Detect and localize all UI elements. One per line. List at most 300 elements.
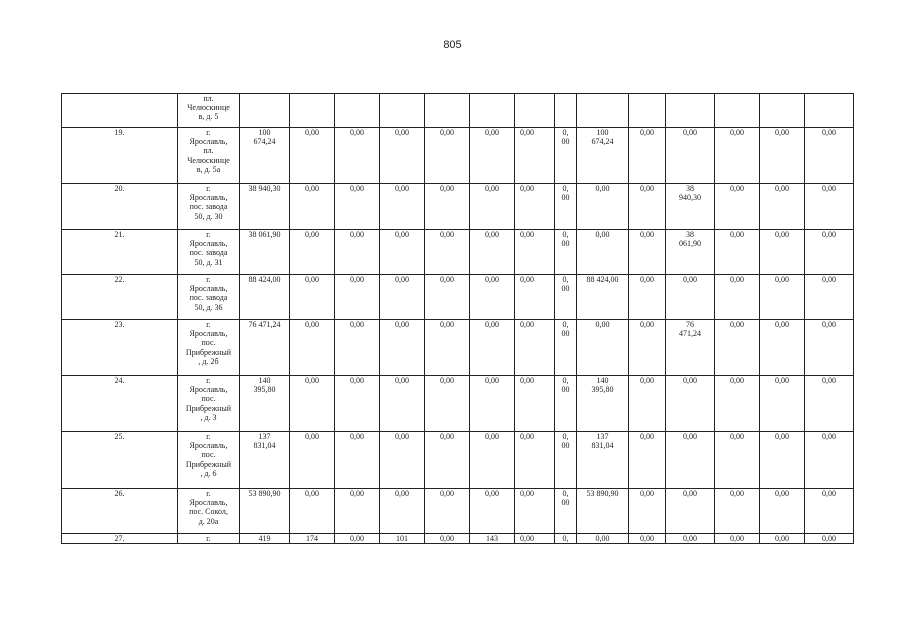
- row-number-cell: [62, 94, 178, 128]
- cell-text: 26.: [114, 489, 125, 498]
- cell-text: 0,00: [775, 230, 789, 239]
- value-cell: [335, 432, 380, 489]
- value-cell: [290, 275, 335, 320]
- value-cell: [805, 320, 854, 376]
- value-cell: [805, 94, 854, 128]
- value-cell: [629, 128, 666, 184]
- cell-text: г. Ярославль, пл. Челюскинце в, д. 5а: [187, 128, 230, 174]
- value-cell: [805, 184, 854, 230]
- cell-text: 0,00: [775, 184, 789, 193]
- cell-text: 0,00: [395, 184, 409, 193]
- cell-text: 0,00: [520, 230, 534, 239]
- cell-text: 76 471,24: [248, 320, 281, 329]
- cell-text: 0,00: [822, 432, 836, 441]
- cell-text: 0,00: [730, 432, 744, 441]
- cell-text: 100 674,24: [253, 128, 276, 147]
- cell-text: 140 395,80: [591, 376, 614, 395]
- value-cell: [515, 128, 555, 184]
- cell-text: 0, 00: [561, 230, 570, 249]
- cell-text: 0,00: [775, 320, 789, 329]
- cell-text: 0,00: [395, 489, 409, 498]
- value-cell: [425, 128, 470, 184]
- cell-text: 0,00: [350, 432, 364, 441]
- value-cell: [240, 489, 290, 534]
- value-cell: [760, 534, 805, 544]
- cell-text: г. Ярославль, пос. завода 50, д. 31: [189, 230, 228, 267]
- cell-text: 0,00: [440, 128, 454, 137]
- value-cell: [290, 489, 335, 534]
- address-cell: [178, 230, 240, 275]
- cell-text: 0,00: [305, 128, 319, 137]
- cell-text: 0,00: [640, 320, 654, 329]
- cell-text: 53 890,90: [586, 489, 619, 498]
- value-cell: [470, 432, 515, 489]
- address-cell: [178, 94, 240, 128]
- value-cell: [805, 489, 854, 534]
- value-cell: [335, 534, 380, 544]
- value-cell: [577, 376, 629, 432]
- cell-text: 0,00: [305, 275, 319, 284]
- value-cell: [805, 534, 854, 544]
- cell-text: 0,00: [350, 128, 364, 137]
- value-cell: [629, 184, 666, 230]
- value-cell: [335, 489, 380, 534]
- value-cell: [470, 128, 515, 184]
- cell-text: 0,00: [730, 376, 744, 385]
- value-cell: [240, 230, 290, 275]
- value-cell: [666, 320, 715, 376]
- value-cell: [760, 376, 805, 432]
- value-cell: [715, 432, 760, 489]
- cell-text: 0,00: [595, 320, 610, 329]
- value-cell: [240, 432, 290, 489]
- cell-text: 0,00: [485, 275, 499, 284]
- value-cell: [629, 230, 666, 275]
- cell-text: 0,00: [350, 230, 364, 239]
- value-cell: [240, 534, 290, 544]
- cell-text: 0,00: [350, 376, 364, 385]
- value-cell: [666, 432, 715, 489]
- cell-text: 0,00: [730, 184, 744, 193]
- cell-text: 0,00: [520, 184, 534, 193]
- cell-text: г. Ярославль, пос. Прибрежный , д. 3: [185, 376, 232, 422]
- cell-text: 0,00: [822, 376, 836, 385]
- value-cell: [555, 184, 577, 230]
- value-cell: [380, 376, 425, 432]
- value-cell: [335, 230, 380, 275]
- cell-text: 0,00: [640, 275, 654, 284]
- value-cell: [760, 489, 805, 534]
- cell-text: 0,00: [640, 376, 654, 385]
- value-cell: [715, 320, 760, 376]
- cell-text: 0,00: [305, 432, 319, 441]
- value-cell: [240, 94, 290, 128]
- value-cell: [629, 275, 666, 320]
- row-number-cell: [62, 320, 178, 376]
- value-cell: [577, 184, 629, 230]
- cell-text: 0,00: [440, 489, 454, 498]
- value-cell: [425, 534, 470, 544]
- cell-text: 0, 00: [561, 376, 570, 395]
- cell-text: 140 395,80: [253, 376, 276, 395]
- cell-text: 38 940,30: [248, 184, 281, 193]
- value-cell: [760, 128, 805, 184]
- value-cell: [629, 320, 666, 376]
- cell-text: 38 061,90: [248, 230, 281, 239]
- cell-text: 0,00: [305, 184, 319, 193]
- value-cell: [577, 489, 629, 534]
- cell-text: 0,00: [485, 489, 499, 498]
- value-cell: [715, 230, 760, 275]
- value-cell: [805, 275, 854, 320]
- cell-text: 76 471,24: [679, 320, 701, 339]
- value-cell: [555, 320, 577, 376]
- value-cell: [515, 432, 555, 489]
- row-number-cell: [62, 376, 178, 432]
- value-cell: [666, 275, 715, 320]
- value-cell: [715, 376, 760, 432]
- cell-text: 0,00: [485, 320, 499, 329]
- cell-text: 0, 00: [561, 489, 570, 508]
- cell-text: 0,00: [683, 128, 697, 137]
- cell-text: 0,00: [520, 128, 534, 137]
- value-cell: [577, 534, 629, 544]
- row-number-cell: [62, 275, 178, 320]
- value-cell: [515, 489, 555, 534]
- value-cell: [805, 432, 854, 489]
- cell-text: 0, 00: [561, 432, 570, 451]
- cell-text: 0,00: [520, 275, 534, 284]
- value-cell: [470, 376, 515, 432]
- address-cell: [178, 320, 240, 376]
- row-number-cell: [62, 432, 178, 489]
- value-cell: [290, 94, 335, 128]
- value-cell: [335, 128, 380, 184]
- value-cell: [515, 320, 555, 376]
- address-cell: [178, 128, 240, 184]
- value-cell: [577, 128, 629, 184]
- cell-text: 0,00: [730, 534, 744, 543]
- value-cell: [380, 489, 425, 534]
- value-cell: [629, 94, 666, 128]
- cell-text: 0,00: [305, 320, 319, 329]
- cell-text: 0,00: [485, 376, 499, 385]
- cell-text: 0,00: [350, 184, 364, 193]
- cell-text: 0,00: [440, 432, 454, 441]
- cell-text: 0,00: [485, 432, 499, 441]
- cell-text: г. Ярославль, пос. завода 50, д. 36: [189, 275, 228, 312]
- value-cell: [629, 376, 666, 432]
- value-cell: [425, 432, 470, 489]
- table-row: [62, 128, 854, 184]
- cell-text: 0,00: [683, 432, 697, 441]
- cell-text: 0,00: [730, 320, 744, 329]
- cell-text: 0,00: [775, 489, 789, 498]
- table-row: [62, 320, 854, 376]
- value-cell: [805, 128, 854, 184]
- value-cell: [240, 275, 290, 320]
- value-cell: [335, 184, 380, 230]
- cell-text: 0,00: [730, 128, 744, 137]
- cell-text: 0,00: [440, 230, 454, 239]
- value-cell: [760, 432, 805, 489]
- cell-text: 0,00: [822, 534, 836, 543]
- cell-text: 0,00: [395, 275, 409, 284]
- value-cell: [760, 184, 805, 230]
- value-cell: [629, 534, 666, 544]
- value-cell: [629, 432, 666, 489]
- cell-text: 0,00: [640, 230, 654, 239]
- value-cell: [515, 534, 555, 544]
- address-cell: [178, 376, 240, 432]
- value-cell: [290, 432, 335, 489]
- cell-text: г. Ярославль, пос. Прибрежный , д. 2б: [185, 320, 232, 366]
- cell-text: 0,00: [395, 128, 409, 137]
- cell-text: 0,00: [640, 128, 654, 137]
- cell-text: 0,00: [595, 534, 610, 543]
- value-cell: [577, 432, 629, 489]
- value-cell: [425, 489, 470, 534]
- value-cell: [380, 230, 425, 275]
- value-cell: [470, 94, 515, 128]
- cell-text: 0,00: [775, 275, 789, 284]
- value-cell: [515, 275, 555, 320]
- value-cell: [470, 534, 515, 544]
- table-row: [62, 489, 854, 534]
- cell-text: 38 940,30: [679, 184, 701, 203]
- value-cell: [240, 128, 290, 184]
- table-row: [62, 230, 854, 275]
- value-cell: [555, 128, 577, 184]
- cell-text: 0,00: [395, 230, 409, 239]
- value-cell: [425, 320, 470, 376]
- cell-text: 0,00: [775, 432, 789, 441]
- value-cell: [760, 320, 805, 376]
- value-cell: [555, 534, 577, 544]
- cell-text: 0,00: [395, 432, 409, 441]
- value-cell: [629, 489, 666, 534]
- cell-text: 0,00: [350, 275, 364, 284]
- cell-text: 0,00: [520, 432, 534, 441]
- value-cell: [515, 94, 555, 128]
- value-cell: [805, 230, 854, 275]
- cell-text: 0,00: [822, 128, 836, 137]
- value-cell: [555, 376, 577, 432]
- cell-text: 0,00: [683, 489, 697, 498]
- cell-text: 0, 00: [561, 128, 570, 147]
- table-row: [62, 432, 854, 489]
- cell-text: 0,00: [683, 534, 697, 543]
- cell-text: 101: [396, 534, 408, 543]
- value-cell: [555, 94, 577, 128]
- cell-text: 0,00: [350, 320, 364, 329]
- cell-text: 0,00: [822, 275, 836, 284]
- value-cell: [425, 184, 470, 230]
- cell-text: 0,00: [822, 320, 836, 329]
- cell-text: 88 424,00: [586, 275, 619, 284]
- cell-text: 38 061,90: [679, 230, 701, 249]
- cell-text: 0,: [562, 534, 569, 543]
- value-cell: [470, 184, 515, 230]
- cell-text: 419: [258, 534, 271, 543]
- cell-text: 0,00: [350, 489, 364, 498]
- cell-text: 137 831,04: [591, 432, 614, 451]
- value-cell: [666, 489, 715, 534]
- value-cell: [380, 432, 425, 489]
- value-cell: [380, 320, 425, 376]
- cell-text: 0,00: [683, 275, 697, 284]
- cell-text: г.: [206, 534, 211, 543]
- cell-text: г. Ярославль, пос. Сокол, д. 20а: [189, 489, 228, 526]
- cell-text: 20.: [114, 184, 125, 193]
- cell-text: 143: [486, 534, 498, 543]
- value-cell: [380, 275, 425, 320]
- cell-text: 0,00: [305, 376, 319, 385]
- value-cell: [290, 184, 335, 230]
- cell-text: 0,00: [730, 275, 744, 284]
- value-cell: [380, 128, 425, 184]
- cell-text: 0,00: [640, 432, 654, 441]
- value-cell: [515, 230, 555, 275]
- cell-text: 174: [306, 534, 318, 543]
- cell-text: 0,00: [520, 376, 534, 385]
- cell-text: 0,00: [775, 534, 789, 543]
- value-cell: [470, 489, 515, 534]
- value-cell: [715, 128, 760, 184]
- value-cell: [715, 184, 760, 230]
- cell-text: 0,00: [350, 534, 364, 543]
- table-row: [62, 275, 854, 320]
- value-cell: [715, 489, 760, 534]
- value-cell: [425, 275, 470, 320]
- row-number-cell: [62, 184, 178, 230]
- page-number: 805: [443, 39, 462, 51]
- cell-text: 27.: [114, 534, 125, 543]
- cell-text: 0,00: [485, 230, 499, 239]
- value-cell: [515, 376, 555, 432]
- value-cell: [666, 184, 715, 230]
- cell-text: 0,00: [822, 230, 836, 239]
- cell-text: пл. Челюскинце в, д. 5: [187, 94, 230, 122]
- row-number-cell: [62, 489, 178, 534]
- cell-text: 21.: [114, 230, 125, 239]
- cell-text: 0,00: [595, 230, 610, 239]
- value-cell: [290, 230, 335, 275]
- address-cell: [178, 432, 240, 489]
- cell-text: 0,00: [440, 376, 454, 385]
- address-cell: [178, 534, 240, 544]
- value-cell: [515, 184, 555, 230]
- cell-text: 0,00: [640, 489, 654, 498]
- cell-text: г. Ярославль, пос. Прибрежный , д. 6: [185, 432, 232, 478]
- value-cell: [666, 534, 715, 544]
- address-cell: [178, 275, 240, 320]
- value-cell: [555, 230, 577, 275]
- table-row: [62, 184, 854, 230]
- cell-text: 0,00: [395, 320, 409, 329]
- cell-text: 0,00: [775, 376, 789, 385]
- cell-text: 0,00: [822, 489, 836, 498]
- cell-text: 0,00: [440, 320, 454, 329]
- table-row: [62, 534, 854, 544]
- value-cell: [380, 94, 425, 128]
- value-cell: [805, 376, 854, 432]
- address-cell: [178, 184, 240, 230]
- row-number-cell: [62, 230, 178, 275]
- value-cell: [380, 184, 425, 230]
- address-cell: [178, 489, 240, 534]
- value-cell: [577, 230, 629, 275]
- value-cell: [290, 128, 335, 184]
- value-cell: [666, 376, 715, 432]
- value-cell: [335, 94, 380, 128]
- cell-text: 0,00: [520, 534, 534, 543]
- cell-text: 0,00: [520, 320, 534, 329]
- cell-text: 88 424,00: [248, 275, 281, 284]
- cell-text: 19.: [114, 128, 125, 137]
- cell-text: 0,00: [440, 534, 454, 543]
- value-cell: [715, 94, 760, 128]
- row-number-cell: [62, 128, 178, 184]
- table-body: [62, 94, 854, 544]
- value-cell: [715, 534, 760, 544]
- cell-text: 0,00: [775, 128, 789, 137]
- data-table: [61, 93, 854, 544]
- cell-text: 137 831,04: [253, 432, 276, 451]
- cell-text: 0,00: [440, 275, 454, 284]
- value-cell: [240, 376, 290, 432]
- table-row: [62, 376, 854, 432]
- cell-text: 0,00: [822, 184, 836, 193]
- value-cell: [555, 432, 577, 489]
- value-cell: [425, 94, 470, 128]
- value-cell: [290, 534, 335, 544]
- cell-text: 0,00: [485, 128, 499, 137]
- value-cell: [335, 275, 380, 320]
- table-row: [62, 94, 854, 128]
- cell-text: 25.: [114, 432, 125, 441]
- cell-text: 24.: [114, 376, 125, 385]
- cell-text: 0,00: [730, 489, 744, 498]
- cell-text: 23.: [114, 320, 125, 329]
- value-cell: [470, 230, 515, 275]
- value-cell: [577, 275, 629, 320]
- cell-text: 0,00: [485, 184, 499, 193]
- value-cell: [760, 230, 805, 275]
- value-cell: [666, 128, 715, 184]
- value-cell: [555, 489, 577, 534]
- cell-text: 0,00: [683, 376, 697, 385]
- value-cell: [425, 376, 470, 432]
- value-cell: [470, 275, 515, 320]
- value-cell: [240, 320, 290, 376]
- cell-text: 0,00: [595, 184, 610, 193]
- cell-text: 0,00: [395, 376, 409, 385]
- value-cell: [666, 94, 715, 128]
- value-cell: [577, 94, 629, 128]
- cell-text: 100 674,24: [591, 128, 614, 147]
- value-cell: [335, 320, 380, 376]
- row-number-cell: [62, 534, 178, 544]
- value-cell: [715, 275, 760, 320]
- value-cell: [555, 275, 577, 320]
- value-cell: [380, 534, 425, 544]
- cell-text: 22.: [114, 275, 125, 284]
- cell-text: 0,00: [640, 184, 654, 193]
- cell-text: 0, 00: [561, 184, 570, 203]
- value-cell: [290, 320, 335, 376]
- cell-text: 0,00: [730, 230, 744, 239]
